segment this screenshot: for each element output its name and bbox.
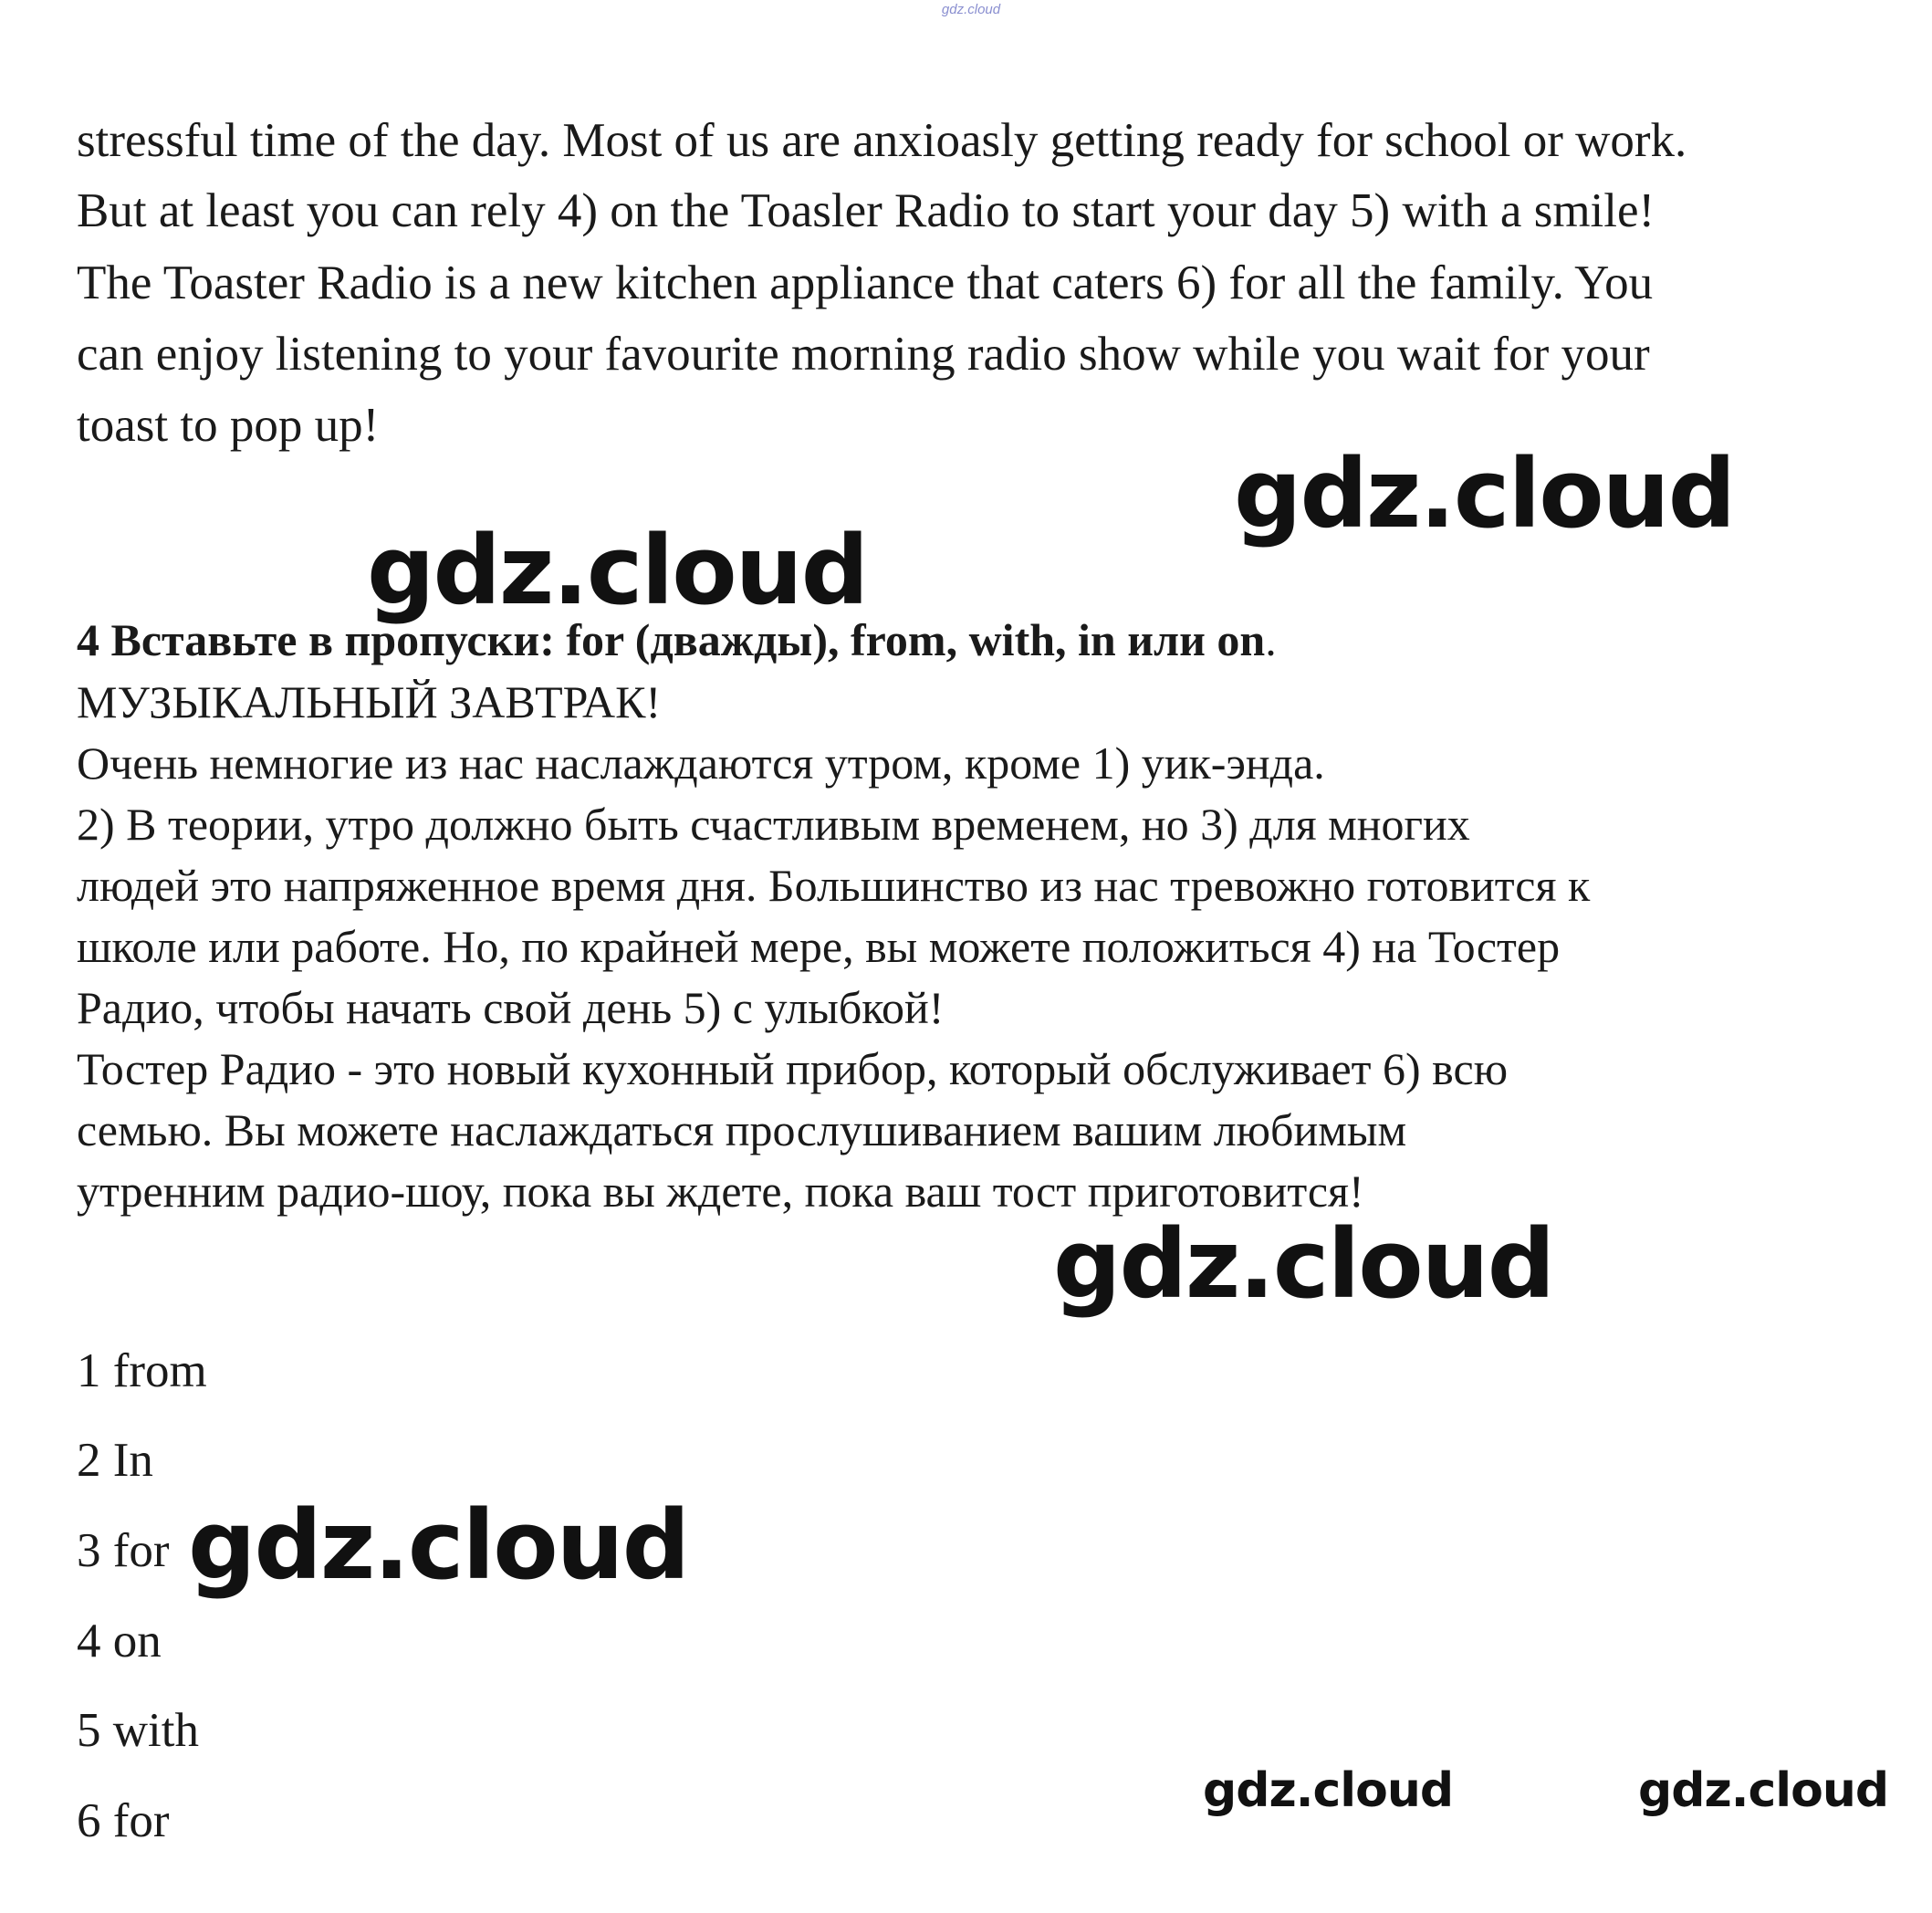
watermark: gdz.cloud (367, 515, 868, 626)
task-title-text: 4 Вставьте в пропуски: for (дважды), from, with, in или on (77, 614, 1266, 665)
watermark: gdz.cloud (1234, 438, 1735, 549)
answer-item: 3 for (77, 1524, 170, 1577)
watermark: gdz.cloud (1053, 1208, 1554, 1320)
task-text-line: школе или работе. Но, по крайней мере, вы можете положиться 4) на Тостер (77, 921, 1561, 972)
top-watermark: gdz.cloud (941, 2, 1001, 17)
task-title-end: . (1265, 614, 1277, 665)
english-text-line: The Toaster Radio is a new kitchen appliance that caters 6) for all the family. You (77, 256, 1654, 309)
task-text-line: утренним радио-шоу, пока вы ждете, пока ваш тост приготовится! (77, 1166, 1364, 1217)
task-heading: МУЗЫКАЛЬНЫЙ ЗАВТРАК! (77, 676, 662, 727)
watermark: gdz.cloud (1203, 1763, 1454, 1818)
task-text-line: Тостер Радио - это новый кухонный прибор, который обслуживает 6) всю (77, 1043, 1509, 1094)
answer-item: 2 In (77, 1434, 153, 1487)
task-text-line: 2) В теории, утро должно быть счастливым временем, но 3) для многих (77, 799, 1470, 850)
answer-item: 4 on (77, 1615, 162, 1667)
task-text-line: Очень немногие из нас наслаждаются утром, кроме 1) уик-энда. (77, 737, 1325, 789)
answer-item: 6 for (77, 1794, 170, 1847)
english-text-line: toast to pop up! (77, 399, 380, 452)
watermark: gdz.cloud (1638, 1763, 1889, 1818)
english-text-line: can enjoy listening to your favourite morning radio show while you wait for your (77, 328, 1650, 381)
answer-item: 5 with (77, 1704, 199, 1757)
task-text-line: семью. Вы можете наслаждаться прослушиванием вашим любимым (77, 1104, 1407, 1155)
english-text-line: stressful time of the day. Most of us are anxioasly getting ready for school or work. (77, 114, 1687, 167)
task-text-line: Радио, чтобы начать свой день 5) с улыбкой! (77, 982, 945, 1033)
english-text-line: But at least you can rely 4) on the Toasler Radio to start your day 5) with a smile! (77, 184, 1655, 237)
watermark: gdz.cloud (188, 1490, 689, 1601)
task-text-line: людей это напряженное время дня. Большинство из нас тревожно готовится к (77, 860, 1591, 911)
answer-item: 1 from (77, 1344, 207, 1397)
